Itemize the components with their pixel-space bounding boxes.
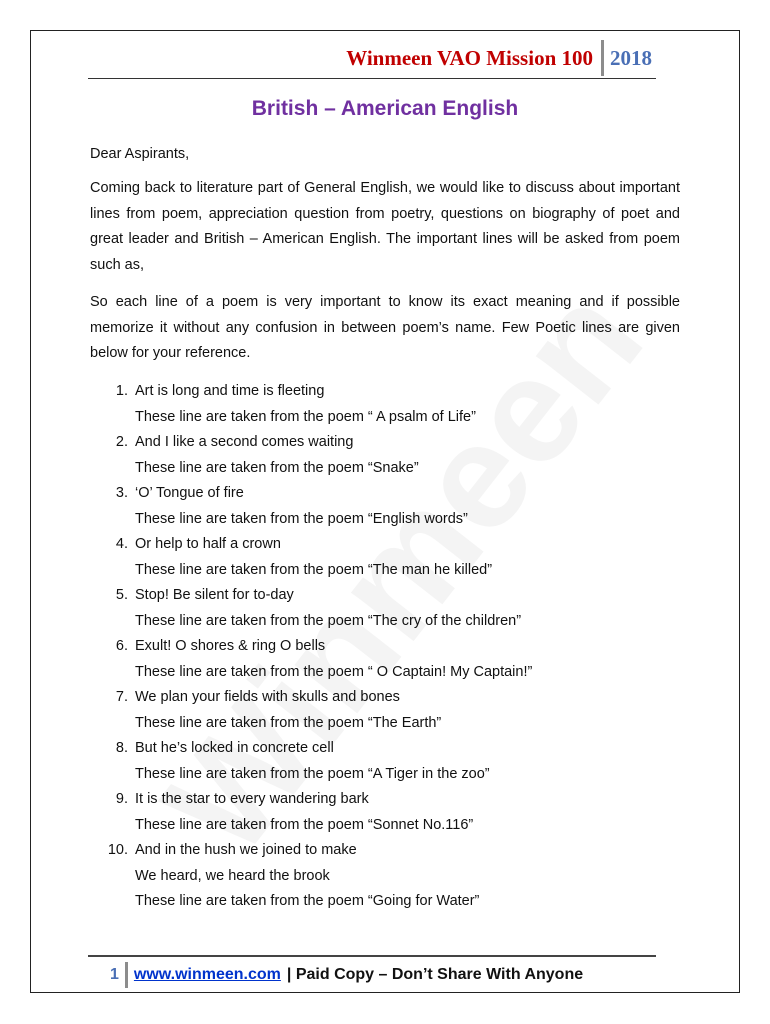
poem-line: And in the hush we joined to make bbox=[135, 842, 357, 858]
poem-source: These line are taken from the poem “The man he killed” bbox=[135, 561, 493, 578]
greeting: Dear Aspirants, bbox=[90, 146, 190, 162]
poem-line: Stop! Be silent for to-day bbox=[135, 587, 294, 603]
poem-line: Art is long and time is fleeting bbox=[135, 383, 325, 399]
document-title: British – American English bbox=[251, 97, 519, 120]
poem-list bbox=[90, 379, 680, 915]
reference-paragraph: So each line of a poem is very important to know its exact meaning and if possible memorize it without any confusion in between poem’s name. Few Poetic lines are given below for your reference. bbox=[90, 294, 680, 361]
poem-number: 10. bbox=[107, 842, 128, 858]
poem-source: These line are taken from the poem “A Tiger in the zoo” bbox=[135, 765, 490, 782]
page-header bbox=[346, 40, 652, 76]
poem-body bbox=[135, 838, 680, 915]
copy-notice: | Paid Copy – Don’t Share With Anyone bbox=[286, 966, 584, 983]
poem-line: But he’s locked in concrete cell bbox=[135, 740, 334, 756]
poem-body bbox=[135, 532, 680, 583]
header-year: 2018 bbox=[610, 46, 652, 70]
poem-number: 5. bbox=[115, 587, 128, 603]
poem-body bbox=[135, 736, 680, 787]
poem-number: 8. bbox=[115, 740, 128, 756]
poem-list-item bbox=[90, 430, 680, 481]
poem-number: 3. bbox=[115, 485, 128, 501]
poem-list-item bbox=[90, 379, 680, 430]
poem-source: These line are taken from the poem “ A psalm of Life” bbox=[135, 408, 476, 425]
poem-number: 9. bbox=[115, 791, 128, 807]
poem-source: These line are taken from the poem “English words” bbox=[135, 510, 468, 527]
header-title: Winmeen VAO Mission 100 bbox=[346, 46, 593, 70]
poem-number: 4. bbox=[115, 536, 128, 552]
poem-body bbox=[135, 634, 680, 685]
page-footer bbox=[110, 962, 583, 988]
poem-line: Exult! O shores & ring O bells bbox=[135, 638, 326, 654]
poem-list-item bbox=[90, 481, 680, 532]
poem-line: ‘O’ Tongue of fire bbox=[135, 485, 244, 501]
poem-list-item bbox=[90, 685, 680, 736]
poem-source: These line are taken from the poem “The Earth” bbox=[135, 714, 442, 731]
poem-source: These line are taken from the poem “ O Captain! My Captain!” bbox=[135, 663, 533, 680]
poem-line: It is the star to every wandering bark bbox=[135, 791, 369, 807]
poem-source: These line are taken from the poem “Snake” bbox=[135, 459, 419, 476]
intro-paragraph: Coming back to literature part of General English, we would like to discuss about important lines from poem, appreciation question from poetry, questions on biography of poet and great leader and British – American English. The important lines will be asked from poem such as, bbox=[90, 180, 680, 273]
page-number: 1 bbox=[110, 966, 119, 983]
poem-number: 7. bbox=[115, 689, 128, 705]
poem-line: And I like a second comes waiting bbox=[135, 434, 354, 450]
poem-body bbox=[135, 685, 680, 736]
header-rule bbox=[88, 78, 656, 79]
poem-list-item bbox=[90, 787, 680, 838]
poem-number: 6. bbox=[115, 638, 128, 654]
footer-rule bbox=[88, 955, 656, 957]
poem-list-item bbox=[90, 838, 680, 915]
poem-source: These line are taken from the poem “The cry of the children” bbox=[135, 612, 522, 629]
poem-list-item bbox=[90, 583, 680, 634]
poem-number: 2. bbox=[115, 434, 128, 450]
poem-list-item bbox=[90, 634, 680, 685]
poem-number: 1. bbox=[115, 383, 128, 399]
poem-list-item bbox=[90, 736, 680, 787]
poem-source: These line are taken from the poem “Sonnet No.116” bbox=[135, 816, 474, 833]
poem-body bbox=[135, 481, 680, 532]
poem-list-item bbox=[90, 532, 680, 583]
poem-body bbox=[135, 583, 680, 634]
poem-line: We plan your fields with skulls and bones bbox=[135, 689, 400, 705]
poem-source: These line are taken from the poem “Going for Water” bbox=[135, 893, 480, 909]
poem-body bbox=[135, 787, 680, 838]
website-link[interactable]: www.winmeen.com bbox=[133, 966, 281, 983]
poem-body bbox=[135, 379, 680, 430]
poem-line: Or help to half a crown bbox=[135, 536, 281, 552]
poem-line: We heard, we heard the brook bbox=[135, 867, 330, 884]
poem-body bbox=[135, 430, 680, 481]
